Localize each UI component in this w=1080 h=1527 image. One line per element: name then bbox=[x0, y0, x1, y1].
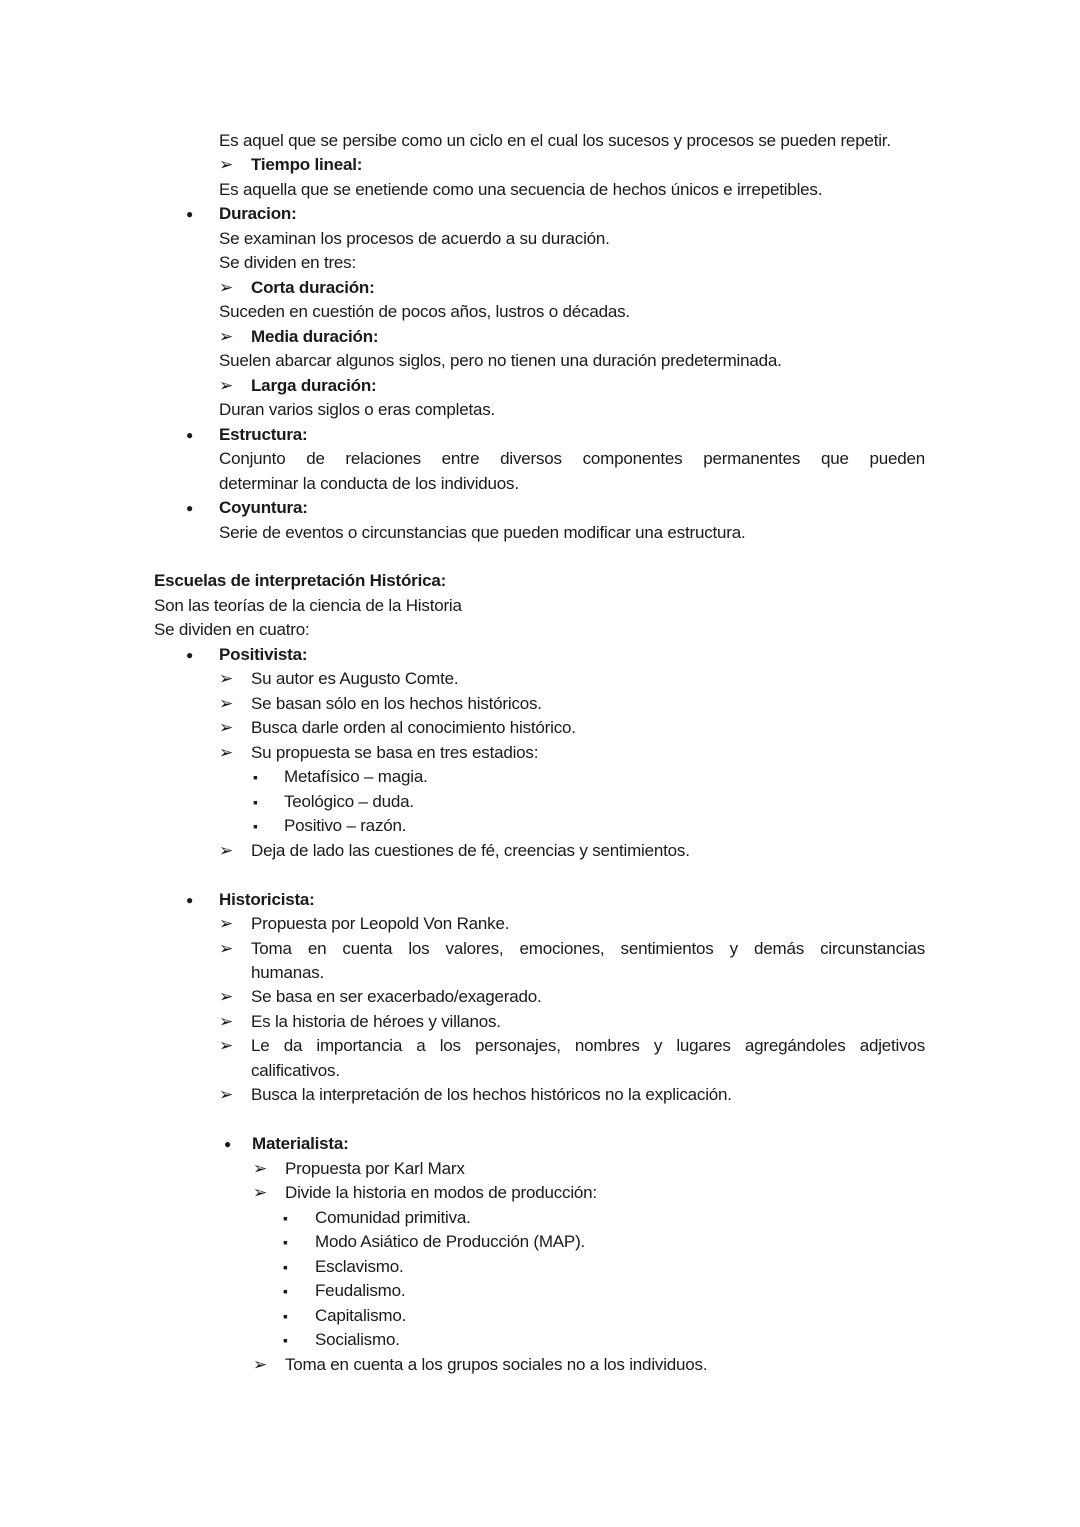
arrow-icon: ➢ bbox=[253, 1183, 268, 1203]
square-icon: ▪ bbox=[253, 793, 258, 810]
line-text: Busca darle orden al conocimiento histórico. bbox=[251, 718, 576, 738]
line-text: Metafísico – magia. bbox=[284, 767, 428, 787]
square-icon: ▪ bbox=[253, 769, 258, 786]
line-text: Deja de lado las cuestiones de fé, creencias y sentimientos. bbox=[251, 840, 690, 860]
section-heading bbox=[0, 1132, 1080, 1156]
arrow-icon: ➢ bbox=[253, 1158, 268, 1178]
line-text: Propuesta por Leopold Von Ranke. bbox=[251, 914, 510, 934]
section-heading bbox=[0, 569, 1080, 593]
line-text: Duran varios siglos o eras completas. bbox=[219, 400, 496, 420]
line-text: Tiempo lineal: bbox=[251, 155, 363, 175]
line-text: Feudalismo. bbox=[315, 1281, 406, 1301]
arrow-icon: ➢ bbox=[219, 1085, 234, 1105]
text-line bbox=[0, 398, 1080, 422]
line-text: calificativos. bbox=[251, 1060, 340, 1080]
section-heading bbox=[0, 276, 1080, 300]
line-text: Conjunto de relaciones entre diversos componentes permanentes que pueden bbox=[219, 449, 925, 469]
bullet-icon: ● bbox=[186, 892, 194, 907]
arrow-icon: ➢ bbox=[219, 277, 234, 297]
section-heading bbox=[0, 153, 1080, 177]
line-text: Duracion: bbox=[219, 204, 297, 224]
square-icon: ▪ bbox=[283, 1332, 288, 1349]
text-line bbox=[0, 814, 1080, 838]
line-text: Divide la historia en modos de producción: bbox=[285, 1183, 597, 1203]
line-text: Media duración: bbox=[251, 326, 379, 346]
text-line bbox=[0, 447, 1080, 471]
line-text: Su autor es Augusto Comte. bbox=[251, 669, 459, 689]
arrow-icon: ➢ bbox=[219, 742, 234, 762]
arrow-icon: ➢ bbox=[219, 326, 234, 346]
text-line bbox=[0, 1181, 1080, 1205]
line-text: Modo Asiático de Producción (MAP). bbox=[315, 1232, 586, 1252]
line-text: Son las teorías de la ciencia de la Historia bbox=[154, 595, 462, 615]
line-text: Estructura: bbox=[219, 424, 308, 444]
line-text: Comunidad primitiva. bbox=[315, 1207, 471, 1227]
text-line bbox=[0, 1255, 1080, 1279]
arrow-icon: ➢ bbox=[219, 375, 234, 395]
bullet-icon: ● bbox=[186, 647, 194, 662]
line-text: Es aquella que se enetiende como una secuencia de hechos únicos e irrepetibles. bbox=[219, 179, 823, 199]
section-heading bbox=[0, 643, 1080, 667]
text-line bbox=[0, 1230, 1080, 1254]
square-icon: ▪ bbox=[253, 818, 258, 835]
text-line bbox=[0, 839, 1080, 863]
square-icon: ▪ bbox=[283, 1209, 288, 1226]
line-text: Es aquel que se persibe como un ciclo en el cual los sucesos y procesos se pueden repetir. bbox=[219, 131, 891, 150]
line-text: Coyuntura: bbox=[219, 498, 308, 518]
arrow-icon: ➢ bbox=[219, 718, 234, 738]
arrow-icon: ➢ bbox=[219, 155, 234, 175]
square-icon: ▪ bbox=[283, 1283, 288, 1300]
arrow-icon: ➢ bbox=[219, 693, 234, 713]
line-text: Corta duración: bbox=[251, 277, 375, 297]
line-text: Se dividen en tres: bbox=[219, 253, 357, 273]
text-line bbox=[0, 594, 1080, 618]
line-text: Escuelas de interpretación Histórica: bbox=[154, 571, 447, 591]
section-heading bbox=[0, 202, 1080, 226]
text-line bbox=[0, 1353, 1080, 1377]
text-line bbox=[0, 765, 1080, 789]
text-line bbox=[0, 472, 1080, 496]
line-text: Se dividen en cuatro: bbox=[154, 620, 310, 640]
section-heading bbox=[0, 888, 1080, 912]
text-line bbox=[0, 912, 1080, 936]
arrow-icon: ➢ bbox=[219, 1036, 234, 1056]
line-text: Su propuesta se basa en tres estadios: bbox=[251, 742, 539, 762]
line-text: Le da importancia a los personajes, nombres y lugares agregándoles adjetivos bbox=[251, 1036, 925, 1056]
line-text: Historicista: bbox=[219, 889, 315, 909]
arrow-icon: ➢ bbox=[219, 840, 234, 860]
text-line bbox=[0, 741, 1080, 765]
line-text: Materialista: bbox=[252, 1134, 349, 1154]
text-line bbox=[0, 1010, 1080, 1034]
text-line bbox=[0, 1304, 1080, 1328]
arrow-icon: ➢ bbox=[219, 669, 234, 689]
line-text: Suelen abarcar algunos siglos, pero no tienen una duración predeterminada. bbox=[219, 351, 782, 371]
text-line bbox=[0, 1206, 1080, 1230]
text-line bbox=[0, 300, 1080, 324]
text-line bbox=[0, 1034, 1080, 1058]
line-text: Toma en cuenta a los grupos sociales no a los individuos. bbox=[285, 1354, 708, 1374]
line-text: Esclavismo. bbox=[315, 1256, 404, 1276]
text-line bbox=[0, 667, 1080, 691]
line-text: Capitalismo. bbox=[315, 1305, 407, 1325]
line-text: Busca la interpretación de los hechos históricos no la explicación. bbox=[251, 1085, 732, 1105]
line-text: Positivista: bbox=[219, 644, 308, 664]
text-line bbox=[0, 251, 1080, 275]
text-line bbox=[0, 961, 1080, 985]
arrow-icon: ➢ bbox=[219, 938, 234, 958]
line-text: determinar la conducta de los individuos. bbox=[219, 473, 519, 493]
line-text: Serie de eventos o circunstancias que pueden modificar una estructura. bbox=[219, 522, 746, 542]
text-line bbox=[0, 129, 1080, 153]
section-heading bbox=[0, 374, 1080, 398]
line-text: Se basan sólo en los hechos históricos. bbox=[251, 693, 542, 713]
line-text: humanas. bbox=[251, 962, 325, 982]
text-line bbox=[0, 716, 1080, 740]
square-icon: ▪ bbox=[283, 1307, 288, 1324]
text-line bbox=[0, 227, 1080, 251]
text-line bbox=[0, 521, 1080, 545]
square-icon: ▪ bbox=[283, 1234, 288, 1251]
text-line bbox=[0, 692, 1080, 716]
line-text: Suceden en cuestión de pocos años, lustros o décadas. bbox=[219, 302, 630, 322]
text-line bbox=[0, 790, 1080, 814]
line-text: Teológico – duda. bbox=[284, 791, 414, 811]
arrow-icon: ➢ bbox=[219, 1011, 234, 1031]
text-line bbox=[0, 1157, 1080, 1181]
line-text: Propuesta por Karl Marx bbox=[285, 1158, 465, 1178]
arrow-icon: ➢ bbox=[253, 1354, 268, 1374]
text-line bbox=[0, 1328, 1080, 1352]
line-text: Es la historia de héroes y villanos. bbox=[251, 1011, 501, 1031]
section-heading bbox=[0, 496, 1080, 520]
line-text: Toma en cuenta los valores, emociones, sentimientos y demás circunstancias bbox=[251, 938, 925, 958]
section-heading bbox=[0, 423, 1080, 447]
line-text: Positivo – razón. bbox=[284, 816, 407, 836]
text-line bbox=[0, 1059, 1080, 1083]
bullet-icon: ● bbox=[224, 1137, 232, 1152]
line-text: Socialismo. bbox=[315, 1330, 400, 1350]
text-line bbox=[0, 349, 1080, 373]
text-line bbox=[0, 1279, 1080, 1303]
section-heading bbox=[0, 325, 1080, 349]
arrow-icon: ➢ bbox=[219, 987, 234, 1007]
square-icon: ▪ bbox=[283, 1258, 288, 1275]
text-line bbox=[0, 985, 1080, 1009]
line-text: Larga duración: bbox=[251, 375, 377, 395]
text-line bbox=[0, 1083, 1080, 1107]
text-line bbox=[0, 937, 1080, 961]
text-line bbox=[0, 618, 1080, 642]
bullet-icon: ● bbox=[186, 501, 194, 516]
bullet-icon: ● bbox=[186, 427, 194, 442]
text-line bbox=[0, 178, 1080, 202]
bullet-icon: ● bbox=[186, 207, 194, 222]
line-text: Se examinan los procesos de acuerdo a su duración. bbox=[219, 228, 610, 248]
line-text: Se basa en ser exacerbado/exagerado. bbox=[251, 987, 542, 1007]
arrow-icon: ➢ bbox=[219, 914, 234, 934]
